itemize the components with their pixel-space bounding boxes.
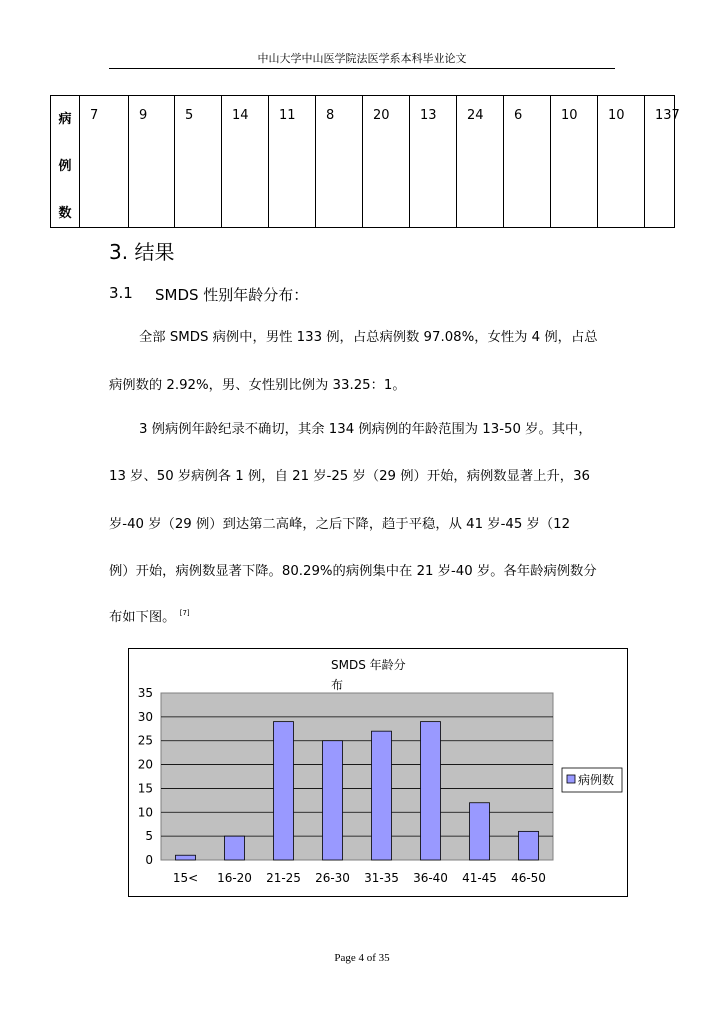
section-heading: 3. 结果 — [109, 240, 175, 264]
table-cell: 24 — [457, 96, 504, 228]
bar-15< — [176, 855, 196, 860]
x-tick-label: 41-45 — [462, 871, 497, 885]
row-label-cell — [51, 96, 80, 228]
y-tick-label: 15 — [137, 781, 153, 796]
table-cell: 10 — [551, 96, 598, 228]
paragraph-line: 例）开始，病例数显著下降。80.29%的病例集中在 21 岁-40 岁。各年龄病例数分 — [109, 564, 597, 579]
table-cell: 7 — [80, 96, 129, 228]
bar-16-20 — [225, 836, 245, 860]
table-cell: 10 — [598, 96, 645, 228]
y-tick-label: 0 — [145, 853, 153, 867]
y-tick-label: 10 — [137, 805, 153, 820]
bar-26-30 — [323, 741, 343, 860]
table-cell-total: 137 — [645, 96, 675, 228]
age-distribution-chart — [128, 648, 628, 897]
paragraph-line: 全部 SMDS 病例中，男性 133 例，占总病例数 97.08%，女性为 4 例，占总 — [139, 330, 598, 345]
table-cell: 8 — [316, 96, 363, 228]
x-tick-label: 26-30 — [315, 871, 350, 885]
y-tick-label: 5 — [145, 829, 153, 844]
table-cell: 14 — [222, 96, 269, 228]
plot-area — [161, 693, 553, 860]
x-tick-label: 16-20 — [217, 871, 252, 885]
y-tick-label: 25 — [137, 733, 153, 748]
bar-41-45 — [470, 803, 490, 860]
row-label-char: 病 — [58, 112, 72, 127]
page-footer: Page 4 of 35 — [334, 952, 390, 964]
row-label-char: 数 — [58, 206, 72, 221]
x-tick-label: 36-40 — [413, 871, 448, 885]
table-cell: 20 — [363, 96, 410, 228]
chart-title-line2: 布 — [331, 678, 344, 692]
header-rule — [109, 68, 615, 69]
paragraph-text: 布如下图。 — [109, 610, 176, 625]
table-cell: 6 — [504, 96, 551, 228]
x-tick-label: 46-50 — [511, 871, 546, 885]
table-cell: 9 — [129, 96, 175, 228]
subsection-heading — [109, 284, 309, 304]
paragraph-line: 病例数的 2.92%，男、女性别比例为 33.25：1。 — [109, 378, 406, 393]
bar-21-25 — [274, 722, 294, 860]
paragraph-line: 岁-40 岁（29 例）到达第二高峰，之后下降，趋于平稳，从 41 岁-45 岁（12 — [109, 517, 571, 532]
x-tick-label: 15< — [172, 871, 199, 885]
x-tick-label: 31-35 — [364, 871, 399, 885]
y-tick-label: 35 — [137, 686, 153, 700]
bar-31-35 — [372, 731, 392, 860]
y-tick-label: 20 — [137, 757, 153, 772]
table-cell: 5 — [175, 96, 222, 228]
y-tick-label: 30 — [137, 709, 153, 724]
subsection-title: SMDS 性别年龄分布： — [155, 286, 309, 304]
bar-36-40 — [421, 722, 441, 860]
chart-title: SMDS 年龄分 — [331, 658, 406, 672]
paragraph-line: 13 岁、50 岁病例各 1 例，自 21 岁-25 岁（29 例）开始，病例数显著上升，36 — [109, 469, 591, 484]
table-row — [51, 96, 675, 228]
row-label-char: 例 — [58, 159, 72, 174]
paragraph-line: 3 例病例年龄纪录不确切，其余 134 例病例的年龄范围为 13-50 岁。其中， — [139, 422, 592, 437]
legend-label: 病例数 — [578, 773, 615, 787]
bar-46-50 — [519, 831, 539, 860]
subsection-number: 3.1 — [109, 284, 133, 302]
paragraph-line — [109, 606, 190, 625]
citation-ref: [7] — [179, 609, 190, 617]
page-header: 中山大学中山医学院法医学系本科毕业论文 — [257, 52, 467, 65]
table-cell: 11 — [269, 96, 316, 228]
table-cell: 13 — [410, 96, 457, 228]
x-tick-label: 21-25 — [266, 871, 301, 885]
chart-svg — [129, 649, 627, 896]
case-count-table — [50, 95, 680, 228]
legend-swatch — [567, 775, 575, 783]
